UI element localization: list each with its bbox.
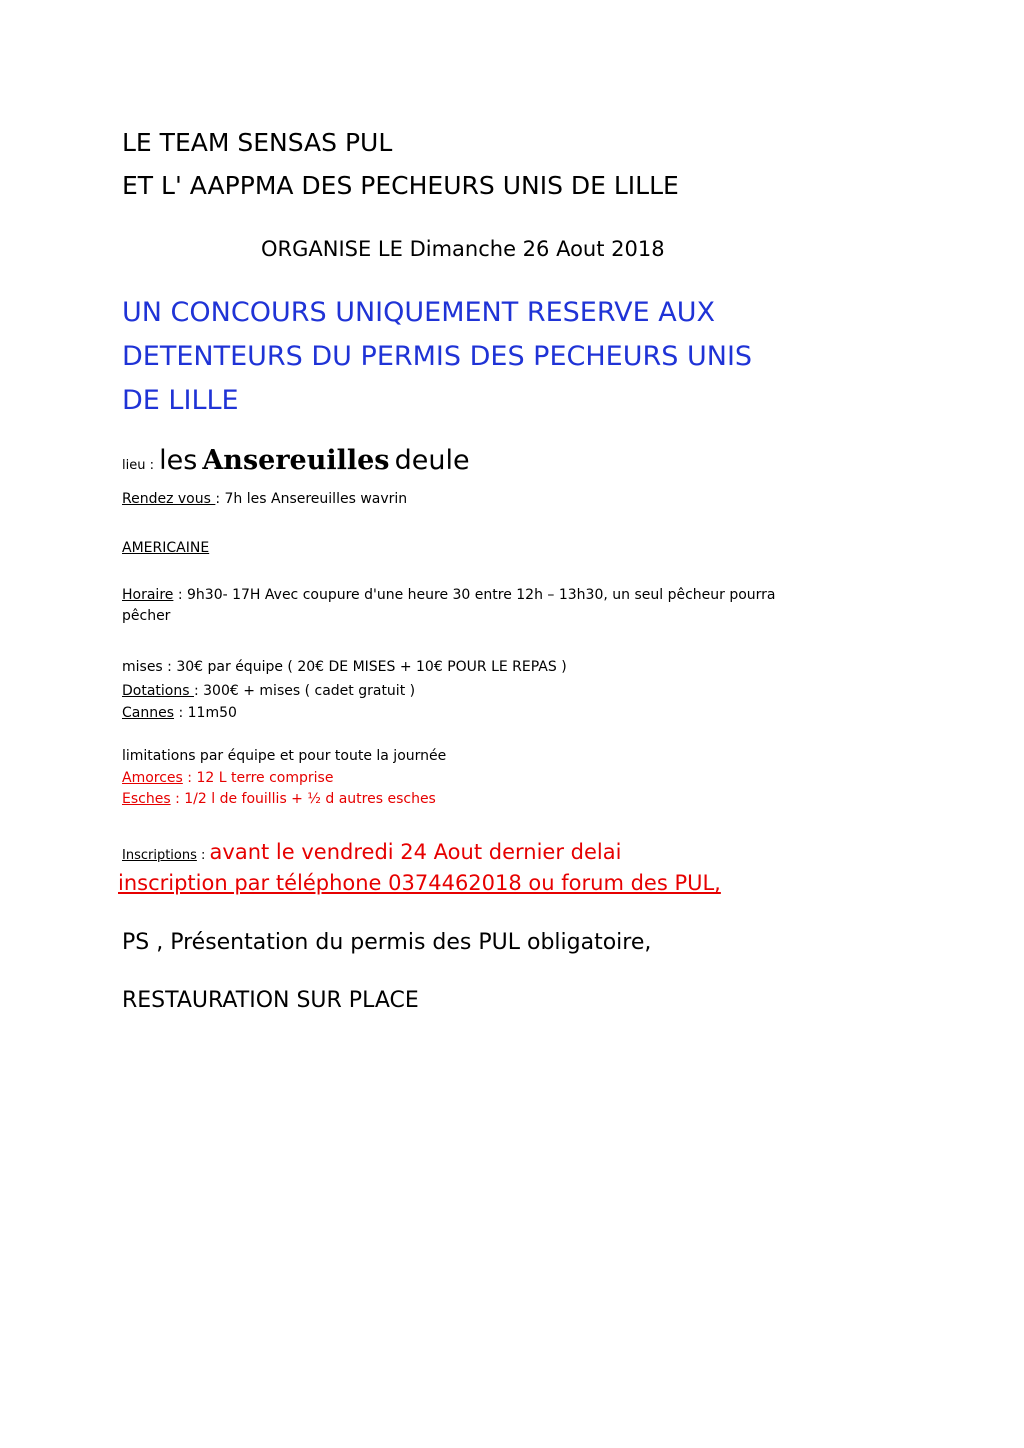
inscriptions-line [122, 840, 621, 864]
dotations-value: : 300€ + mises ( cadet gratuit ) [193, 683, 416, 699]
ps-note: PS , Présentation du permis des PUL obligatoire, [122, 930, 652, 955]
cannes-value: : 11m50 [174, 705, 237, 721]
lieu-name: Ansereuilles [202, 445, 390, 476]
inscriptions-deadline: avant le vendredi 24 Aout dernier delai [209, 840, 622, 864]
headline-line-3: DE LILLE [122, 385, 239, 416]
cannes-line [122, 705, 237, 721]
horaire-continuation: pêcher [122, 608, 171, 624]
headline-line-1: UN CONCOURS UNIQUEMENT RESERVE AUX [122, 297, 715, 328]
lieu-pre: les [159, 445, 198, 476]
amorces-label: Amorces [122, 770, 183, 786]
lieu-label: lieu : [122, 458, 154, 473]
mises-line: mises : 30€ par équipe ( 20€ DE MISES + 10€ POUR LE REPAS ) [122, 659, 567, 675]
inscriptions-phone: inscription par téléphone 0374462018 ou forum des PUL, [118, 871, 721, 895]
esches-line [122, 791, 436, 807]
dotations-label: Dotations [122, 683, 194, 699]
esches-value: : 1/2 l de fouillis + ½ d autres esches [170, 791, 436, 807]
rendez-vous-value: : 7h les Ansereuilles wavrin [215, 491, 408, 507]
competition-type: AMERICAINE [122, 540, 210, 556]
limitations-line: limitations par équipe et pour toute la journée [122, 748, 447, 764]
organise-date: ORGANISE LE Dimanche 26 Aout 2018 [261, 237, 665, 261]
rendez-vous-label: Rendez vous [122, 491, 216, 507]
amorces-line [122, 770, 333, 786]
restauration-note: RESTAURATION SUR PLACE [122, 988, 419, 1013]
rendez-vous-line [122, 491, 407, 507]
header-line-2: ET L' AAPPMA DES PECHEURS UNIS DE LILLE [122, 171, 679, 200]
headline-line-2: DETENTEURS DU PERMIS DES PECHEURS UNIS [122, 341, 753, 372]
horaire-value: : 9h30- 17H Avec coupure d'une heure 30 entre 12h – 13h30, un seul pêcheur pourra [173, 587, 776, 603]
amorces-value: : 12 L terre comprise [182, 770, 334, 786]
horaire-line [122, 587, 776, 603]
cannes-label: Cannes [122, 705, 175, 721]
header-line-1: LE TEAM SENSAS PUL [122, 128, 393, 157]
inscriptions-label: Inscriptions [122, 848, 197, 863]
lieu-post: deule [394, 445, 470, 476]
inscriptions-colon: : [196, 848, 210, 863]
esches-label: Esches [122, 791, 171, 807]
horaire-label: Horaire [122, 587, 174, 603]
lieu-line [122, 445, 470, 476]
dotations-line [122, 683, 415, 699]
